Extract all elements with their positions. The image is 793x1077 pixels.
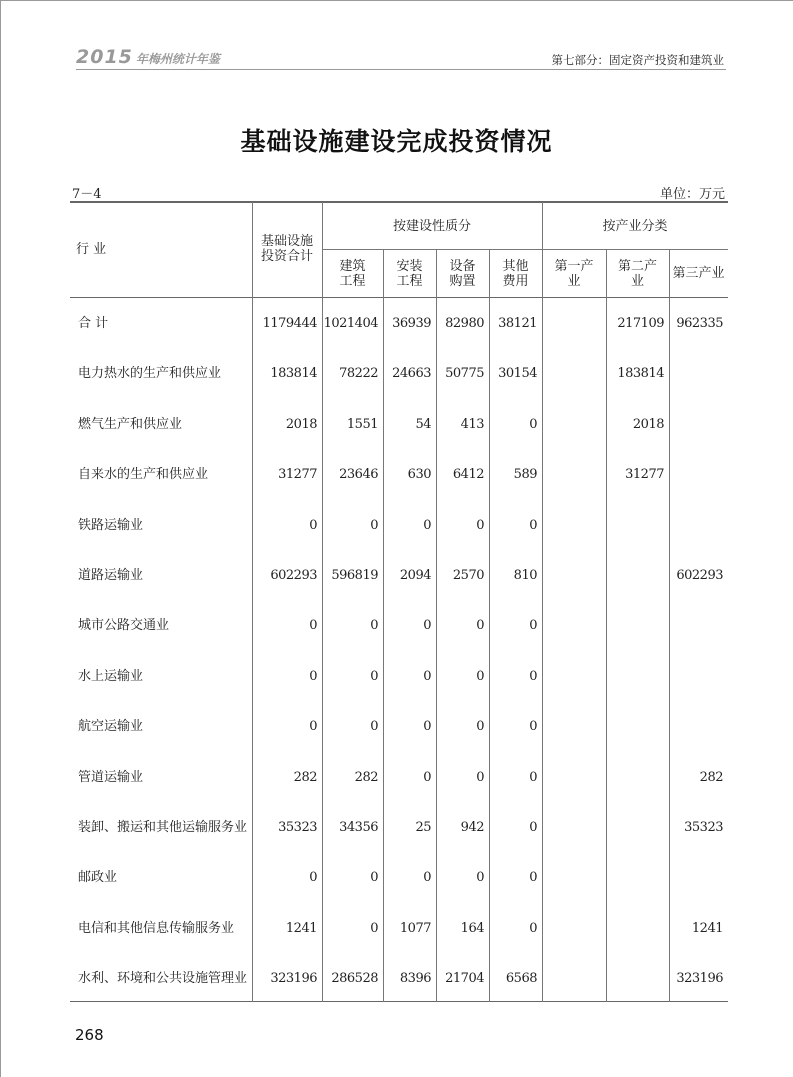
header-line: 建筑 [339, 259, 366, 274]
cell-total: 0 [309, 618, 317, 634]
cell-installation: 36939 [392, 316, 431, 331]
header-tertiary-industry: 第三产业 [672, 266, 725, 281]
cell-installation: 1077 [399, 920, 431, 936]
cell-tertiary: 962335 [676, 316, 723, 331]
header-total [252, 234, 322, 264]
cell-construction: 0 [370, 618, 378, 634]
cell-construction: 1021404 [323, 316, 378, 331]
cell-construction: 78222 [339, 366, 378, 382]
table-bottom-rule [70, 1001, 728, 1002]
cell-equipment: 50775 [445, 366, 484, 382]
cell-total: 2018 [285, 416, 317, 432]
header-mid-rule-construction [322, 249, 542, 250]
header-line: 其他 [502, 259, 529, 274]
table-row [70, 717, 728, 737]
cell-total: 31277 [278, 467, 317, 483]
header-line: 业 [630, 274, 644, 289]
header-mid-rule-sector [542, 249, 728, 250]
cell-installation: 0 [423, 719, 431, 735]
header-equipment-purchase [436, 259, 489, 289]
header-bottom-rule [70, 297, 728, 298]
cell-installation: 0 [423, 668, 431, 684]
cell-total: 1241 [285, 920, 317, 936]
cell-other: 0 [529, 416, 537, 432]
page-number: 268 [75, 1026, 104, 1044]
cell-other: 0 [529, 870, 537, 886]
header-by-construction-nature: 按建设性质分 [392, 219, 471, 234]
cell-tertiary: 323196 [676, 971, 723, 987]
cell-total: 35323 [278, 820, 317, 835]
header-line: 购置 [449, 274, 476, 289]
cell-equipment: 0 [476, 618, 484, 634]
cell-other: 0 [529, 719, 537, 735]
header-primary-industry [542, 259, 606, 289]
cell-equipment: 0 [476, 769, 484, 785]
cell-installation: 24663 [392, 366, 431, 382]
table-number: 7－4 [72, 187, 102, 202]
cell-construction: 0 [370, 920, 378, 936]
cell-equipment: 164 [460, 920, 484, 936]
cell-total: 0 [309, 870, 317, 886]
cell-industry: 航空运输业 [78, 719, 144, 735]
cell-industry: 装卸、搬运和其他运输服务业 [78, 820, 248, 835]
cell-total: 323196 [270, 971, 317, 987]
cell-industry: 电力热水的生产和供应业 [78, 366, 222, 382]
cell-other: 0 [529, 769, 537, 785]
cell-installation: 0 [423, 517, 431, 533]
header-installation-works [383, 259, 436, 289]
cell-industry: 自来水的生产和供应业 [78, 467, 209, 483]
cell-industry: 水上运输业 [78, 668, 144, 684]
cell-other: 38121 [498, 316, 537, 331]
cell-equipment: 942 [460, 820, 484, 835]
page-edge-left [0, 0, 1, 1077]
page-title: 基础设施建设完成投资情况 [240, 127, 553, 156]
cell-construction: 34356 [339, 820, 378, 835]
cell-installation: 630 [407, 467, 431, 483]
header-line: 工程 [396, 274, 423, 289]
cell-installation: 0 [423, 870, 431, 886]
cell-total: 0 [309, 719, 317, 735]
table-row [70, 969, 728, 989]
cell-other: 589 [513, 467, 537, 483]
cell-tertiary: 1241 [691, 920, 723, 936]
yearbook-name: 年梅州统计年鉴 [135, 52, 220, 66]
header-total-line1: 基础设施 [260, 234, 313, 249]
cell-secondary: 183814 [617, 366, 664, 382]
page-edge-top [0, 0, 793, 1]
cell-installation: 0 [423, 769, 431, 785]
cell-other: 0 [529, 668, 537, 684]
table-top-rule [70, 201, 728, 203]
table-row [70, 616, 728, 636]
cell-secondary: 2018 [632, 416, 664, 432]
cell-secondary: 217109 [617, 316, 664, 331]
cell-industry: 电信和其他信息传输服务业 [78, 920, 235, 936]
table-row [70, 868, 728, 888]
cell-other: 6568 [505, 971, 537, 987]
cell-total: 282 [293, 769, 317, 785]
cell-equipment: 0 [476, 668, 484, 684]
cell-installation: 2094 [399, 568, 431, 583]
header-line: 工程 [339, 274, 366, 289]
cell-equipment: 413 [460, 416, 484, 432]
yearbook-title [76, 46, 220, 68]
cell-tertiary: 602293 [676, 568, 723, 583]
cell-installation: 54 [415, 416, 431, 432]
cell-construction: 0 [370, 517, 378, 533]
cell-construction: 282 [354, 769, 378, 785]
header-construction-works [322, 259, 383, 289]
cell-other: 810 [513, 568, 537, 583]
cell-equipment: 0 [476, 870, 484, 886]
table-row [70, 818, 728, 838]
table-row [70, 465, 728, 485]
cell-construction: 596819 [331, 568, 378, 583]
unit-label: 单位：万元 [659, 187, 725, 202]
cell-other: 0 [529, 618, 537, 634]
cell-industry: 合 计 [78, 316, 109, 331]
table-row [70, 566, 728, 586]
cell-equipment: 6412 [452, 467, 484, 483]
cell-industry: 城市公路交通业 [78, 618, 170, 634]
cell-installation: 8396 [399, 971, 431, 987]
table-row [70, 516, 728, 536]
cell-industry: 水利、环境和公共设施管理业 [78, 971, 248, 987]
header-total-line2: 投资合计 [260, 249, 313, 264]
cell-industry: 铁路运输业 [78, 517, 144, 533]
cell-construction: 0 [370, 668, 378, 684]
cell-other: 0 [529, 920, 537, 936]
table-row [70, 314, 728, 334]
header-line: 第二产 [617, 259, 657, 274]
cell-tertiary: 35323 [684, 820, 723, 835]
cell-total: 1179444 [262, 316, 317, 331]
cell-other: 30154 [498, 366, 537, 382]
table-row [70, 415, 728, 435]
cell-equipment: 0 [476, 517, 484, 533]
cell-installation: 25 [415, 820, 431, 835]
cell-total: 183814 [270, 366, 317, 382]
table-row [70, 919, 728, 939]
cell-total: 0 [309, 668, 317, 684]
cell-construction: 23646 [339, 467, 378, 483]
cell-construction: 0 [370, 870, 378, 886]
cell-total: 0 [309, 517, 317, 533]
table-row [70, 768, 728, 788]
cell-industry: 燃气生产和供应业 [78, 416, 183, 432]
cell-construction: 0 [370, 719, 378, 735]
cell-other: 0 [529, 517, 537, 533]
cell-total: 602293 [270, 568, 317, 583]
cell-industry: 道路运输业 [78, 568, 144, 583]
header-industry: 行 业 [76, 242, 107, 257]
cell-industry: 管道运输业 [78, 769, 144, 785]
header-line: 设备 [449, 259, 476, 274]
header-line: 安装 [396, 259, 423, 274]
cell-other: 0 [529, 820, 537, 835]
running-head [76, 45, 726, 70]
header-line: 第一产 [554, 259, 594, 274]
header-other-expenses [489, 259, 542, 289]
table-row [70, 667, 728, 687]
cell-tertiary: 282 [699, 769, 723, 785]
table-row [70, 364, 728, 384]
yearbook-year: 2015 [76, 46, 133, 68]
header-line: 费用 [502, 274, 529, 289]
header-line: 业 [567, 274, 581, 289]
header-secondary-industry [606, 259, 669, 289]
cell-secondary: 31277 [625, 467, 664, 483]
cell-equipment: 21704 [445, 971, 484, 987]
cell-equipment: 2570 [452, 568, 484, 583]
cell-construction: 286528 [331, 971, 378, 987]
header-by-industry-sector: 按产业分类 [602, 219, 668, 234]
cell-construction: 1551 [346, 416, 378, 432]
cell-equipment: 0 [476, 719, 484, 735]
cell-equipment: 82980 [445, 316, 484, 331]
section-name: 第七部分：固定资产投资和建筑业 [551, 53, 724, 67]
cell-industry: 邮政业 [78, 870, 118, 886]
cell-installation: 0 [423, 618, 431, 634]
